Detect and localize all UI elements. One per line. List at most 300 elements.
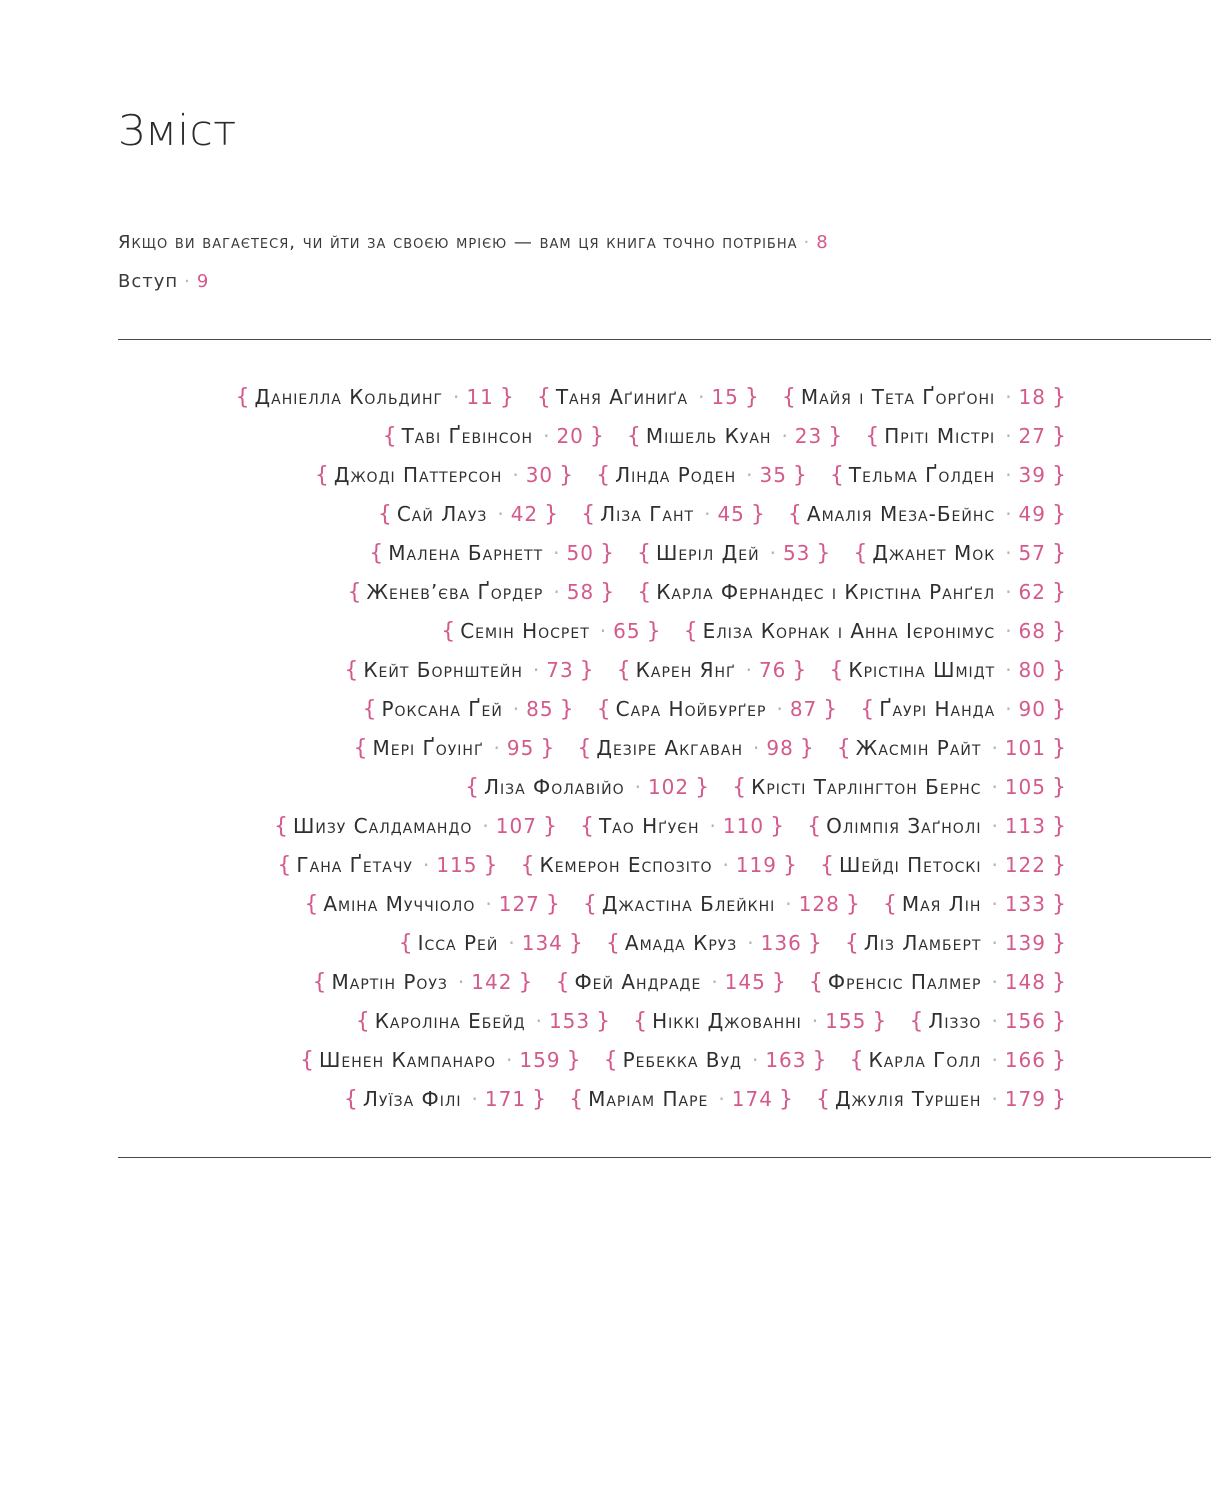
open-brace: { bbox=[347, 580, 363, 605]
close-brace: } bbox=[1052, 775, 1067, 800]
open-brace: { bbox=[683, 619, 699, 644]
separator-dot: · bbox=[704, 502, 712, 526]
toc-row bbox=[118, 650, 1067, 689]
open-brace: { bbox=[636, 541, 652, 566]
toc-entry[interactable] bbox=[627, 416, 843, 457]
toc-entry-name: Еліза Корнак і Анна Ієронімус bbox=[702, 619, 996, 643]
separator-dot: · bbox=[1005, 502, 1013, 526]
toc-entry-name: Сара Нойбурґер bbox=[615, 697, 767, 721]
close-brace: } bbox=[1052, 502, 1067, 527]
separator-dot: · bbox=[453, 385, 461, 409]
close-brace: } bbox=[483, 853, 499, 878]
toc-entry[interactable] bbox=[820, 845, 1067, 886]
toc-entry-page: 128 bbox=[798, 892, 840, 916]
open-brace: { bbox=[398, 931, 414, 956]
toc-entry-name: Таня Аґиниґа bbox=[555, 385, 689, 409]
toc-row bbox=[118, 377, 1067, 416]
toc-entry[interactable] bbox=[865, 416, 1067, 457]
open-brace: { bbox=[829, 658, 845, 683]
toc-entry[interactable] bbox=[555, 962, 786, 1003]
toc-row bbox=[118, 533, 1067, 572]
close-brace: } bbox=[1052, 736, 1067, 761]
toc-entry-page: 110 bbox=[722, 814, 765, 838]
toc-entry-page: 105 bbox=[1004, 775, 1046, 799]
toc-entry[interactable] bbox=[617, 650, 808, 691]
toc-entry[interactable] bbox=[521, 845, 799, 886]
toc-entry-page: 115 bbox=[436, 853, 478, 877]
open-brace: { bbox=[616, 658, 632, 683]
intro-entry-page: 8 bbox=[816, 232, 829, 253]
toc-entry-page: 18 bbox=[1018, 385, 1046, 409]
open-brace: { bbox=[377, 502, 393, 527]
toc-entry-name: Джоді Паттерсон bbox=[333, 463, 503, 487]
toc-entry-name: Амада Круз bbox=[624, 931, 738, 955]
close-brace: } bbox=[1052, 853, 1067, 878]
toc-entry[interactable] bbox=[633, 1001, 887, 1042]
toc-entry-page: 76 bbox=[758, 658, 787, 682]
close-brace: } bbox=[744, 385, 760, 410]
toc-entry-name: Амалія Меза-Бейнс bbox=[806, 502, 996, 526]
toc-entry-name: Крістіна Шмідт bbox=[848, 658, 996, 682]
toc-entry-page: 163 bbox=[765, 1048, 807, 1072]
open-brace: { bbox=[577, 736, 593, 761]
toc-row bbox=[118, 767, 1067, 806]
open-brace: { bbox=[277, 853, 293, 878]
separator-dot: · bbox=[991, 853, 999, 877]
toc-entry-name: Тао Нґуєн bbox=[598, 814, 700, 838]
toc-entry-name: Кароліна Ебейд bbox=[374, 1009, 526, 1033]
toc-entry[interactable] bbox=[369, 533, 615, 574]
open-brace: { bbox=[853, 541, 869, 566]
toc-entry-page: 23 bbox=[794, 424, 823, 448]
close-brace: } bbox=[1052, 541, 1067, 566]
toc-entry[interactable] bbox=[637, 533, 831, 574]
toc-entry-page: 20 bbox=[556, 424, 584, 448]
toc-entry[interactable] bbox=[354, 728, 556, 769]
toc-row bbox=[118, 845, 1067, 884]
toc-entry-page: 148 bbox=[1004, 970, 1046, 994]
toc-entry[interactable] bbox=[845, 923, 1067, 964]
separator-dot: · bbox=[991, 1009, 999, 1033]
toc-row bbox=[118, 1079, 1067, 1118]
toc-entry[interactable] bbox=[807, 806, 1067, 847]
toc-entry-page: 42 bbox=[510, 502, 539, 526]
toc-entry-name: Карла Фернандес і Крістіна Ранґел bbox=[656, 580, 996, 604]
toc-entry-page: 50 bbox=[566, 541, 594, 565]
toc-entry-name: Ребекка Вуд bbox=[622, 1048, 742, 1072]
toc-entry-name: Джанет Мок bbox=[872, 541, 996, 565]
open-brace: { bbox=[596, 463, 612, 488]
separator-dot: · bbox=[1005, 424, 1013, 448]
toc-entry-name: Сай Лауз bbox=[396, 502, 488, 526]
separator-dot: · bbox=[506, 1048, 514, 1072]
open-brace: { bbox=[603, 1048, 619, 1073]
toc-entry-name: Джастіна Блейкні bbox=[601, 892, 776, 916]
toc-entry-name: Шизу Салдамандо bbox=[292, 814, 473, 838]
toc-entry-page: 87 bbox=[789, 697, 818, 721]
intro-entry-introduction[interactable] bbox=[118, 264, 829, 303]
toc-entry[interactable] bbox=[383, 416, 605, 457]
toc-entry-name: Мері Ґоуінґ bbox=[372, 736, 484, 760]
separator-dot: · bbox=[991, 736, 999, 760]
close-brace: } bbox=[845, 892, 861, 917]
separator-dot: · bbox=[184, 271, 191, 292]
open-brace: { bbox=[637, 580, 653, 605]
close-brace: } bbox=[1052, 970, 1067, 995]
open-brace: { bbox=[464, 775, 480, 800]
separator-dot: · bbox=[482, 814, 490, 838]
open-brace: { bbox=[536, 385, 552, 410]
intro-section bbox=[118, 225, 829, 303]
toc-entry[interactable] bbox=[569, 1079, 794, 1120]
close-brace: } bbox=[568, 931, 584, 956]
toc-entry-page: 49 bbox=[1018, 502, 1046, 526]
close-brace: } bbox=[499, 385, 515, 410]
separator-dot: · bbox=[991, 892, 999, 916]
separator-dot: · bbox=[991, 775, 999, 799]
toc-entry-name: Пріті Містрі bbox=[884, 424, 996, 448]
close-brace: } bbox=[792, 463, 808, 488]
open-brace: { bbox=[441, 619, 457, 644]
separator-dot: · bbox=[991, 814, 999, 838]
separator-dot: · bbox=[471, 1087, 479, 1111]
toc-entry-page: 102 bbox=[647, 775, 690, 799]
close-brace: } bbox=[544, 502, 560, 527]
toc-row bbox=[118, 884, 1067, 923]
open-brace: { bbox=[882, 892, 898, 917]
open-brace: { bbox=[520, 853, 536, 878]
separator-dot: · bbox=[553, 580, 561, 604]
open-brace: { bbox=[569, 1087, 585, 1112]
intro-entry-page: 9 bbox=[196, 271, 210, 292]
separator-dot: · bbox=[634, 775, 642, 799]
toc-entry[interactable] bbox=[347, 572, 615, 613]
toc-row bbox=[118, 806, 1067, 845]
separator-dot: · bbox=[599, 619, 608, 643]
toc-entry-page: 30 bbox=[525, 463, 554, 487]
close-brace: } bbox=[1052, 892, 1067, 917]
toc-entry-page: 139 bbox=[1004, 931, 1046, 955]
open-brace: { bbox=[582, 892, 598, 917]
close-brace: } bbox=[812, 1048, 828, 1073]
separator-dot: · bbox=[803, 232, 811, 253]
separator-dot: · bbox=[747, 931, 755, 955]
close-brace: } bbox=[596, 1009, 612, 1034]
close-brace: } bbox=[545, 892, 561, 917]
close-brace: } bbox=[1052, 931, 1067, 956]
toc-entry[interactable] bbox=[537, 377, 760, 418]
top-divider bbox=[118, 339, 1211, 340]
toc-entry[interactable] bbox=[782, 377, 1067, 418]
toc-entry-name: Аміна Муччіоло bbox=[323, 892, 476, 916]
separator-dot: · bbox=[535, 1009, 543, 1033]
toc-entry[interactable] bbox=[883, 884, 1067, 925]
toc-entry[interactable] bbox=[236, 377, 515, 418]
toc-entry[interactable] bbox=[300, 1040, 582, 1081]
toc-entry-page: 68 bbox=[1018, 619, 1046, 643]
close-brace: } bbox=[1052, 814, 1067, 839]
open-brace: { bbox=[808, 970, 824, 995]
toc-entry-name: Олімпія Заґнолі bbox=[826, 814, 982, 838]
close-brace: } bbox=[646, 619, 662, 644]
toc-entry[interactable] bbox=[304, 884, 561, 925]
toc-entry-name: Ліза Гант bbox=[600, 502, 695, 526]
close-brace: } bbox=[532, 1087, 548, 1112]
toc-entry[interactable] bbox=[577, 728, 814, 769]
toc-entry[interactable] bbox=[362, 689, 574, 730]
separator-dot: · bbox=[508, 931, 516, 955]
toc-entry[interactable] bbox=[581, 494, 766, 535]
toc-entry-name: Френсіс Палмер bbox=[827, 970, 982, 994]
toc-entry-name: Карен Янґ bbox=[635, 658, 736, 682]
toc-entry-page: 80 bbox=[1018, 658, 1046, 682]
separator-dot: · bbox=[785, 892, 793, 916]
page-title: Зміст bbox=[118, 106, 237, 155]
open-brace: { bbox=[344, 658, 360, 683]
toc-row bbox=[118, 611, 1067, 650]
toc-entry[interactable] bbox=[860, 689, 1067, 730]
toc-entry[interactable] bbox=[684, 611, 1067, 652]
close-brace: } bbox=[1052, 580, 1067, 605]
close-brace: } bbox=[1052, 658, 1067, 683]
toc-row bbox=[118, 494, 1067, 533]
toc-entry-name: Шеріл Дей bbox=[655, 541, 760, 565]
toc-entry-name: Ліззо bbox=[928, 1009, 982, 1033]
toc-entry-page: 95 bbox=[506, 736, 535, 760]
toc-entry-name: Фей Андраде bbox=[574, 970, 702, 994]
open-brace: { bbox=[836, 736, 852, 761]
open-brace: { bbox=[815, 1087, 831, 1112]
separator-dot: · bbox=[493, 736, 501, 760]
intro-entry-text: Вступ bbox=[118, 271, 179, 292]
close-brace: } bbox=[566, 1048, 582, 1073]
intro-entry-text: Якщо ви вагаєтеся, чи йти за своєю мрією — вам ця книга точно потрібна bbox=[118, 232, 798, 253]
toc-entry-page: 35 bbox=[759, 463, 787, 487]
toc-entry[interactable] bbox=[830, 455, 1067, 496]
close-brace: } bbox=[792, 658, 808, 683]
toc-entry[interactable] bbox=[637, 572, 1067, 613]
toc-entry-name: Ісса Рей bbox=[417, 931, 499, 955]
toc-entry[interactable] bbox=[606, 923, 823, 964]
toc-entry[interactable] bbox=[809, 962, 1067, 1003]
separator-dot: · bbox=[1005, 385, 1013, 409]
close-brace: } bbox=[1052, 619, 1067, 644]
toc-row bbox=[118, 1040, 1067, 1079]
toc-entry-page: 133 bbox=[1004, 892, 1046, 916]
open-brace: { bbox=[860, 697, 876, 722]
toc-entry-page: 134 bbox=[521, 931, 563, 955]
toc-entry-name: Таві Ґевінсон bbox=[401, 424, 534, 448]
toc-entry-name: Тельма Ґолден bbox=[848, 463, 996, 487]
open-brace: { bbox=[579, 814, 595, 839]
toc-entry[interactable] bbox=[837, 728, 1067, 769]
separator-dot: · bbox=[485, 892, 493, 916]
separator-dot: · bbox=[1005, 658, 1013, 682]
toc-entry-page: 53 bbox=[782, 541, 811, 565]
close-brace: } bbox=[518, 970, 534, 995]
close-brace: } bbox=[579, 658, 595, 683]
separator-dot: · bbox=[781, 424, 789, 448]
toc-row bbox=[118, 416, 1067, 455]
bottom-divider bbox=[118, 1157, 1211, 1158]
toc-entry-name: Ґаурі Нанда bbox=[879, 697, 996, 721]
close-brace: } bbox=[600, 580, 616, 605]
open-brace: { bbox=[820, 853, 836, 878]
toc-entry-name: Мая Лін bbox=[901, 892, 982, 916]
separator-dot: · bbox=[512, 697, 521, 721]
toc-entry[interactable] bbox=[853, 533, 1067, 574]
toc-entry[interactable] bbox=[604, 1040, 828, 1081]
toc-entry-name: Малена Барнетт bbox=[388, 541, 544, 565]
toc-entry[interactable] bbox=[465, 767, 710, 808]
toc-entry-name: Шенен Кампанаро bbox=[319, 1048, 497, 1072]
separator-dot: · bbox=[512, 463, 520, 487]
separator-dot: · bbox=[553, 541, 561, 565]
toc-row bbox=[118, 962, 1067, 1001]
toc-entry-page: 113 bbox=[1004, 814, 1046, 838]
toc-entry[interactable] bbox=[274, 806, 558, 847]
toc-entry-name: Луїза Філі bbox=[362, 1087, 462, 1111]
toc-entry[interactable] bbox=[580, 806, 785, 847]
toc-row bbox=[118, 728, 1067, 767]
open-brace: { bbox=[369, 541, 385, 566]
separator-dot: · bbox=[532, 658, 541, 682]
close-brace: } bbox=[783, 853, 799, 878]
toc-entry[interactable] bbox=[441, 611, 661, 652]
open-brace: { bbox=[555, 970, 571, 995]
open-brace: { bbox=[781, 385, 797, 410]
toc-entry[interactable] bbox=[597, 689, 839, 730]
toc-entry[interactable] bbox=[277, 845, 498, 886]
toc-entry-page: 90 bbox=[1018, 697, 1046, 721]
toc-entry-name: Шейді Петоскі bbox=[839, 853, 982, 877]
toc-entry-page: 73 bbox=[546, 658, 574, 682]
toc-entry-page: 98 bbox=[766, 736, 794, 760]
separator-dot: · bbox=[991, 1048, 999, 1072]
toc-entry-name: Мішель Куан bbox=[645, 424, 772, 448]
open-brace: { bbox=[353, 736, 369, 761]
separator-dot: · bbox=[718, 1087, 726, 1111]
separator-dot: · bbox=[457, 970, 466, 994]
toc-entry[interactable] bbox=[829, 650, 1067, 691]
toc-entry-page: 136 bbox=[760, 931, 802, 955]
toc-entry[interactable] bbox=[732, 767, 1067, 808]
toc-entry[interactable] bbox=[356, 1001, 611, 1042]
toc-entry-page: 39 bbox=[1018, 463, 1046, 487]
toc-entry[interactable] bbox=[378, 494, 559, 535]
close-brace: } bbox=[695, 775, 711, 800]
open-brace: { bbox=[314, 463, 330, 488]
toc-entry[interactable] bbox=[596, 455, 808, 496]
toc-entry[interactable] bbox=[399, 923, 584, 964]
toc-entry-name: Гана Ґетачу bbox=[296, 853, 413, 877]
close-brace: } bbox=[559, 463, 575, 488]
close-brace: } bbox=[1052, 424, 1067, 449]
separator-dot: · bbox=[1005, 697, 1013, 721]
toc-entry-page: 171 bbox=[484, 1087, 527, 1111]
toc-entry-page: 145 bbox=[724, 970, 766, 994]
toc-entry[interactable] bbox=[850, 1040, 1068, 1081]
toc-entry-name: Джулія Туршен bbox=[834, 1087, 982, 1111]
close-brace: } bbox=[1052, 385, 1067, 410]
toc-entry[interactable] bbox=[344, 1079, 547, 1120]
toc-entry-name: Лінда Роден bbox=[615, 463, 737, 487]
toc-row bbox=[118, 572, 1067, 611]
open-brace: { bbox=[596, 697, 612, 722]
separator-dot: · bbox=[698, 385, 706, 409]
open-brace: { bbox=[235, 385, 251, 410]
toc-entry-page: 101 bbox=[1004, 736, 1046, 760]
toc-entry[interactable] bbox=[816, 1079, 1067, 1120]
toc-entry-name: Кейт Борнштейн bbox=[363, 658, 523, 682]
toc-entry-page: 142 bbox=[471, 970, 513, 994]
toc-entry-page: 155 bbox=[825, 1009, 867, 1033]
toc-entry-page: 166 bbox=[1004, 1048, 1046, 1072]
separator-dot: · bbox=[811, 1009, 820, 1033]
separator-dot: · bbox=[722, 853, 730, 877]
separator-dot: · bbox=[1005, 580, 1013, 604]
toc-entry[interactable] bbox=[583, 884, 861, 925]
toc-entry[interactable] bbox=[909, 1001, 1067, 1042]
close-brace: } bbox=[589, 424, 605, 449]
toc-entry-name: Дезіре Акгаван bbox=[596, 736, 743, 760]
toc-entry-name: Мартін Роуз bbox=[331, 970, 448, 994]
close-brace: } bbox=[1052, 463, 1067, 488]
toc-row bbox=[118, 455, 1067, 494]
toc-entry-page: 45 bbox=[717, 502, 745, 526]
intro-entry-foreword[interactable] bbox=[118, 225, 829, 264]
separator-dot: · bbox=[497, 502, 505, 526]
toc-entry-name: Ніккі Джованні bbox=[652, 1009, 802, 1033]
close-brace: } bbox=[1052, 1009, 1067, 1034]
close-brace: } bbox=[559, 697, 575, 722]
separator-dot: · bbox=[769, 541, 777, 565]
open-brace: { bbox=[300, 1048, 316, 1073]
toc-entry-page: 27 bbox=[1018, 424, 1046, 448]
open-brace: { bbox=[807, 814, 823, 839]
toc-entry[interactable] bbox=[788, 494, 1067, 535]
separator-dot: · bbox=[776, 697, 784, 721]
toc-entry-name: Женев’єва Ґордер bbox=[366, 580, 544, 604]
open-brace: { bbox=[312, 970, 328, 995]
toc-entry[interactable] bbox=[315, 455, 574, 496]
toc-entry[interactable] bbox=[312, 962, 533, 1003]
open-brace: { bbox=[909, 1009, 925, 1034]
close-brace: } bbox=[1052, 697, 1067, 722]
close-brace: } bbox=[540, 736, 556, 761]
close-brace: } bbox=[823, 697, 839, 722]
close-brace: } bbox=[807, 931, 823, 956]
close-brace: } bbox=[750, 502, 766, 527]
open-brace: { bbox=[343, 1087, 359, 1112]
open-brace: { bbox=[865, 424, 881, 449]
close-brace: } bbox=[799, 736, 815, 761]
toc-entry-page: 58 bbox=[566, 580, 595, 604]
toc-entry-page: 127 bbox=[498, 892, 540, 916]
open-brace: { bbox=[382, 424, 398, 449]
close-brace: } bbox=[771, 970, 787, 995]
toc-entry-page: 65 bbox=[613, 619, 641, 643]
toc-row bbox=[118, 689, 1067, 728]
open-brace: { bbox=[355, 1009, 371, 1034]
toc-entry-name: Семін Носрет bbox=[460, 619, 590, 643]
toc-entry-page: 11 bbox=[466, 385, 494, 409]
open-brace: { bbox=[633, 1009, 649, 1034]
toc-entry[interactable] bbox=[344, 650, 594, 691]
toc-entry-name: Роксана Ґей bbox=[381, 697, 503, 721]
separator-dot: · bbox=[1005, 619, 1013, 643]
toc-entry-page: 179 bbox=[1004, 1087, 1046, 1111]
